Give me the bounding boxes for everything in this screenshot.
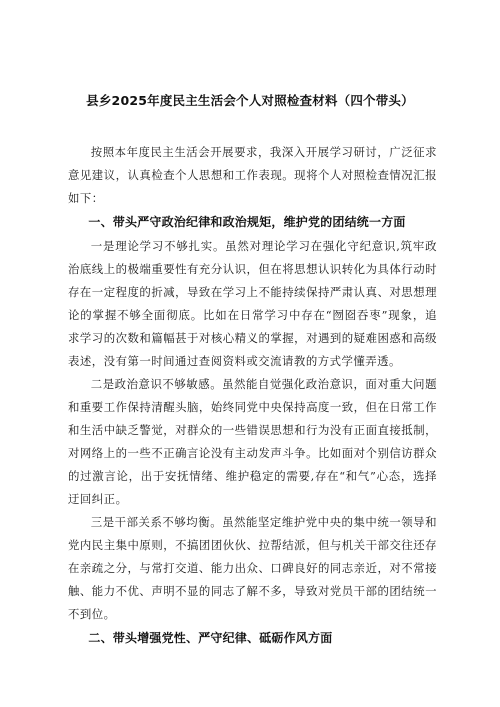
document-body xyxy=(68,141,437,651)
intro-paragraph: 按照本年度民主生活会开展要求，我深入开展学习研讨，广泛征求意见建议，认真检查个人思想和工作表现。现将个人对照检查情况汇报如下： xyxy=(68,145,437,205)
document-title: 县乡2025年度民主生活会个人对照检查材料（四个带头） xyxy=(86,93,414,108)
paragraph-theory-study: 一是理论学习不够扎实。虽然对理论学习在强化守纪意识,筑牢政治底线上的极端重要性有充分认识，但在将思想认识转化为具体行动时存在一定程度的折减，导致在学习上不能持续保持严肃认真、对思想理论的掌握不够全面彻底。比如在日常学习中存在“囫囵吞枣”现象，追求学习的次数和篇幅甚于对核心精义的掌握，对遇到的疑难困惑和高级表述，没有第一时间通过查阅资料或交流请教的方式学懂弄透。 xyxy=(68,239,437,368)
section-heading-1: 一、带头严守政治纪律和政治规矩，维护党的团结统一方面 xyxy=(88,215,406,229)
paragraph-cadre-relations: 三是干部关系不够均衡。虽然能坚定维护党中央的集中统一领导和党内民主集中原则，不搞团团伙伙、拉帮结派，但与机关干部交往还存在亲疏之分，与常打交道、能力出众、口碑良好的同志亲近，对不常接触、能力不优、声明不显的同志了解不多，导致对党员干部的团结统一不到位。 xyxy=(68,515,437,621)
paragraph-political-awareness: 二是政治意识不够敏感。虽然能自觉强化政治意识，面对重大问题和重要工作保持清醒头脑，始终同党中央保持高度一致，但在日常工作和生活中缺乏警觉，对群众的一些错误思想和行为没有正面直接抵制，对网络上的一些不正确言论没有主动发声斗争。比如面对个别信访群众的过激言论，出于安抚情绪、维护稳定的需要,存在“和气”心态，选择迂回纠正。 xyxy=(68,377,437,506)
section-heading-2: 二、带头增强党性、严守纪律、砥砺作风方面 xyxy=(88,631,333,645)
